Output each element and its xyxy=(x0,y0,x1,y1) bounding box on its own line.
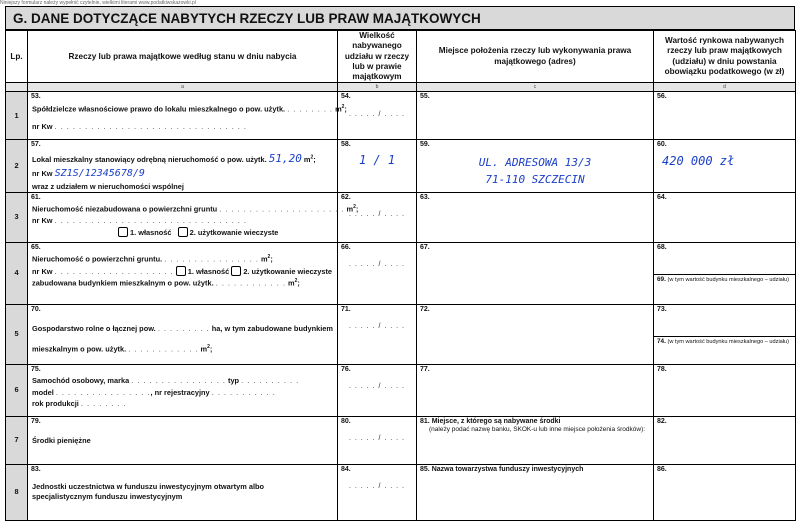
field-75[interactable]: 75. Samochód osobowy, marka . . . . . . . . . . . . . . . . typ . . . . . . . . . . model . . . . . . . . . . . . . . . ., nr rejestracyjny . . . . . . . . . . . rok produkcji . . . . . . . . xyxy=(28,364,338,416)
section-title: G. DANE DOTYCZĄCE NABYTYCH RZECZY LUB PRAW MAJĄTKOWYCH xyxy=(5,6,795,30)
field-64[interactable]: 64. xyxy=(654,192,796,242)
col-lp-header: Lp. xyxy=(6,31,28,83)
field-61[interactable]: 61. Nieruchomość niezabudowana o powierzchni gruntu . . . . . . . . . . . . . . . . . . . . . $m^2$; nr Kw . . . . . . . . . . . . . . . . . . . . . . . . . . . . . . . . 1. własność 2. użytkowanie wieczyste xyxy=(28,192,338,242)
assets-table xyxy=(5,30,796,521)
field-62[interactable]: 62. . . . . . / . . . . xyxy=(338,192,417,242)
field-60[interactable]: 60. 420 000 zł xyxy=(654,140,796,192)
field-86[interactable]: 86. xyxy=(654,464,796,520)
row-number: 3 xyxy=(6,192,28,242)
field-55[interactable]: 55. xyxy=(417,92,654,140)
field-69[interactable]: 69. (w tym wartość budynku mieszkalnego – udziału) xyxy=(654,274,795,285)
field-83[interactable]: 83. Jednostki uczestnictwa w funduszu inwestycyjnym otwartym albo specjalistycznym funduszu inwestycyjnym xyxy=(28,464,338,520)
kw-value: SZ1S/12345678/9 xyxy=(54,167,145,179)
address-value: UL. ADRESOWA 13/3 71-110 SZCZECIN xyxy=(478,156,592,187)
field-54[interactable]: 54. . . . . . / . . . . xyxy=(338,92,417,140)
letters-row xyxy=(6,83,796,92)
row-number: 1 xyxy=(6,92,28,140)
field-71[interactable]: 71. . . . . . / . . . . xyxy=(338,304,417,364)
field-65[interactable]: 65. Nieruchomość o powierzchni gruntu. . . . . . . . . . . . . . . . . $m^2$; nr Kw . . . . . . . . . . . . . . . . . . . . 1. własność 2. użytkowanie wieczyste zabudowana budynkiem mieszkalnym o pow. użytk. . . . . . . . . . . . . $m^2$; xyxy=(28,242,338,304)
letter-a: a xyxy=(28,83,338,92)
field-79[interactable]: 79. Środki pieniężne xyxy=(28,416,338,464)
table-row xyxy=(6,140,796,192)
wlasnosc-checkbox[interactable] xyxy=(176,266,186,276)
field-68[interactable]: 68. 69. (w tym wartość budynku mieszkalnego – udziału) xyxy=(654,242,796,304)
col-rzeczy-header: Rzeczy lub prawa majątkowe według stanu w dniu nabycia xyxy=(28,31,338,83)
field-57[interactable]: 57. Lokal mieszkalny stanowiący odrębną nieruchomość o pow. użytk. 51,20 $m^2$; nr Kw SZ1S/12345678/9 wraz z udziałem w nieruchomości wspólnej xyxy=(28,140,338,192)
field-58[interactable]: 58. 1 / 1 xyxy=(338,140,417,192)
field-56[interactable]: 56. xyxy=(654,92,796,140)
letter-c: c xyxy=(417,83,654,92)
row-number: 5 xyxy=(6,304,28,364)
field-67[interactable]: 67. xyxy=(417,242,654,304)
table-row xyxy=(6,416,796,464)
table-row xyxy=(6,304,796,364)
field-77[interactable]: 77. xyxy=(417,364,654,416)
field-63[interactable]: 63. xyxy=(417,192,654,242)
letter-blank xyxy=(6,83,28,92)
table-row xyxy=(6,364,796,416)
letter-b: b xyxy=(338,83,417,92)
row-number: 6 xyxy=(6,364,28,416)
market-value: 420 000 zł xyxy=(662,154,735,168)
area-value: 51,20 xyxy=(268,152,302,165)
field-73[interactable]: 73. 74. (w tym wartość budynku mieszkalnego – udziału) xyxy=(654,304,796,364)
table-row xyxy=(6,242,796,304)
col-miejsce-header: Miejsce położenia rzeczy lub wykonywania prawa majątkowego (adres) xyxy=(417,31,654,83)
field-76[interactable]: 76. . . . . . / . . . . xyxy=(338,364,417,416)
field-82[interactable]: 82. xyxy=(654,416,796,464)
top-strip: Niniejszy formularz należy wypełnić czytelnie, wielkimi literami www.podatkiwskazowki.pl xyxy=(0,0,196,6)
wlasnosc-checkbox[interactable] xyxy=(118,227,128,237)
row-number: 7 xyxy=(6,416,28,464)
table-row xyxy=(6,192,796,242)
field-81[interactable]: 81. Miejsce, z którego są nabywane środki (należy podać nazwę banku, SKOK-u lub inne miejsce położenia środków): xyxy=(417,416,654,464)
table-row xyxy=(6,92,796,140)
letter-d: d xyxy=(654,83,796,92)
uzytkowanie-checkbox[interactable] xyxy=(178,227,188,237)
field-53[interactable]: 53. Spółdzielcze własnościowe prawo do lokalu mieszkalnego o pow. użytk. . . . . . . . . $m^2$; nr Kw . . . . . . . . . . . . . . . . . . . . . . . . . . . . . . . . xyxy=(28,92,338,140)
table-row xyxy=(6,464,796,520)
row-number: 4 xyxy=(6,242,28,304)
row-number: 2 xyxy=(6,140,28,192)
header-row xyxy=(6,31,796,83)
row-number: 8 xyxy=(6,464,28,520)
field-66[interactable]: 66. . . . . . / . . . . xyxy=(338,242,417,304)
field-72[interactable]: 72. xyxy=(417,304,654,364)
field-80[interactable]: 80. . . . . . / . . . . xyxy=(338,416,417,464)
uzytkowanie-checkbox[interactable] xyxy=(231,266,241,276)
field-84[interactable]: 84. . . . . . / . . . . xyxy=(338,464,417,520)
col-wielkosc-header: Wielkość nabywanego udziału w rzeczy lub w prawie majątkowym xyxy=(338,31,417,83)
field-59[interactable]: 59. UL. ADRESOWA 13/3 71-110 SZCZECIN xyxy=(417,140,654,192)
field-85[interactable]: 85. Nazwa towarzystwa funduszy inwestycyjnych xyxy=(417,464,654,520)
field-78[interactable]: 78. xyxy=(654,364,796,416)
col-wartosc-header: Wartość rynkowa nabywanych rzeczy lub praw majątkowych (udziału) w dniu powstania obowiązku podatkowego (w zł) xyxy=(654,31,796,83)
share-value: 1 / 1 xyxy=(358,153,396,167)
field-74[interactable]: 74. (w tym wartość budynku mieszkalnego – udziału) xyxy=(654,336,795,347)
field-70[interactable]: 70. Gospodarstwo rolne o łącznej pow. . . . . . . . . . ha, w tym zabudowane budynkiem mieszkalnym o pow. użytk. . . . . . . . . . . . . $m^2$; xyxy=(28,304,338,364)
